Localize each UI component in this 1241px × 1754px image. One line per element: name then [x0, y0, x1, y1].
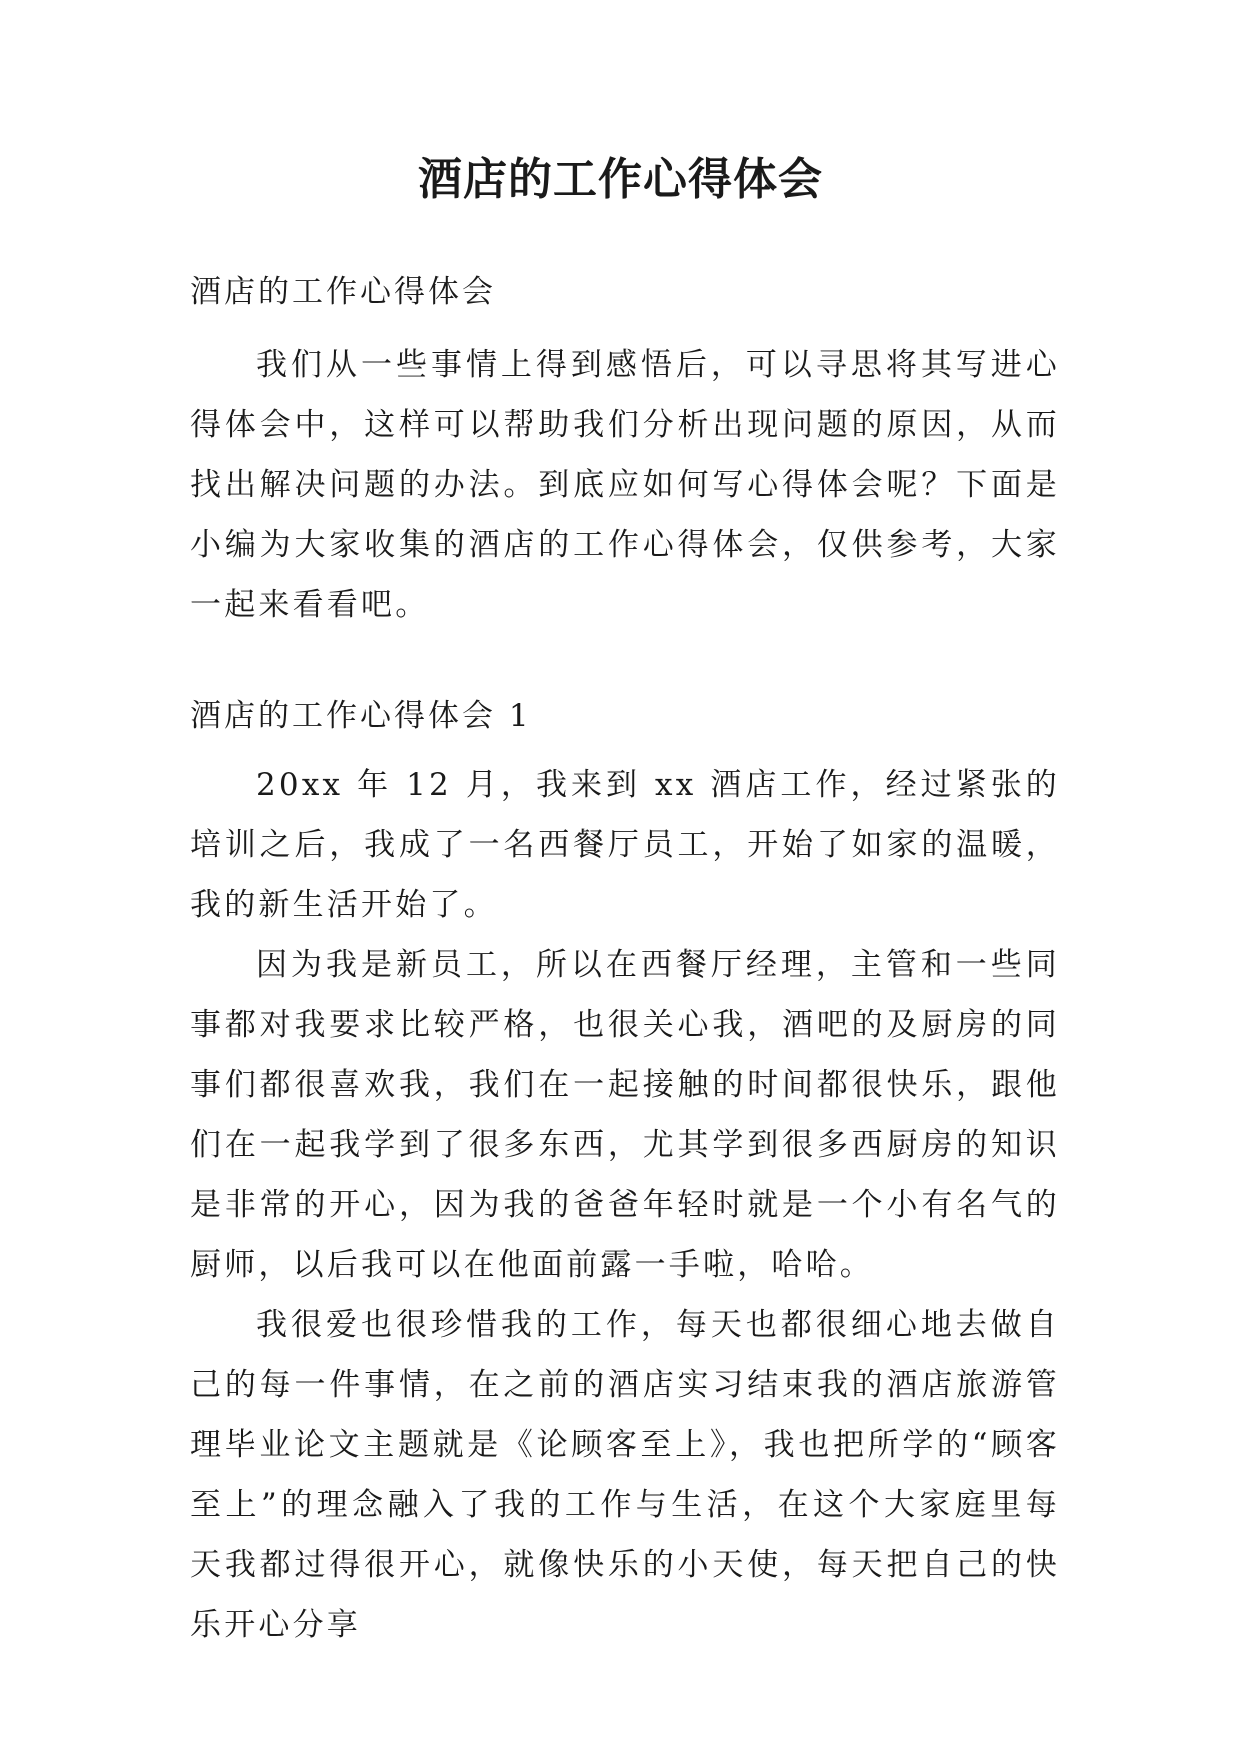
- document-title: 酒店的工作心得体会: [418, 154, 823, 205]
- body-paragraph-2: 因为我是新员工，所以在西餐厅经理，主管和一些同事都对我要求比较严格，也很关心我，酒吧的及厨房的同事们都很喜欢我，我们在一起接触的时间都很快乐，跟他们在一起我学到了很多东西，尤其学到很多西厨房的知识是非常的开心，因为我的爸爸年轻时就是一个小有名气的厨师，以后我可以在他面前露一手啦，哈哈。: [190, 947, 1060, 1283]
- intro-paragraph: 我们从一些事情上得到感悟后，可以寻思将其写进心得体会中，这样可以帮助我们分析出现问题的原因，从而找出解决问题的办法。到底应如何写心得体会呢？下面是小编为大家收集的酒店的工作心得体会，仅供参考，大家一起来看看吧。: [190, 347, 1060, 623]
- section-heading: 酒店的工作心得体会 1: [190, 698, 532, 734]
- body-paragraph-3: 我很爱也很珍惜我的工作，每天也都很细心地去做自己的每一件事情，在之前的酒店实习结束我的酒店旅游管理毕业论文主题就是《论顾客至上》，我也把所学的“顾客至上”的理念融入了我的工作与生活，在这个大家庭里每天我都过得很开心，就像快乐的小天使，每天把自己的快乐开心分享: [190, 1307, 1060, 1643]
- body-paragraph-1: 20xx 年 12 月，我来到 xx 酒店工作，经过紧张的培训之后，我成了一名西餐厅员工，开始了如家的温暖，我的新生活开始了。: [190, 767, 1060, 923]
- intro-heading: 酒店的工作心得体会: [190, 274, 496, 310]
